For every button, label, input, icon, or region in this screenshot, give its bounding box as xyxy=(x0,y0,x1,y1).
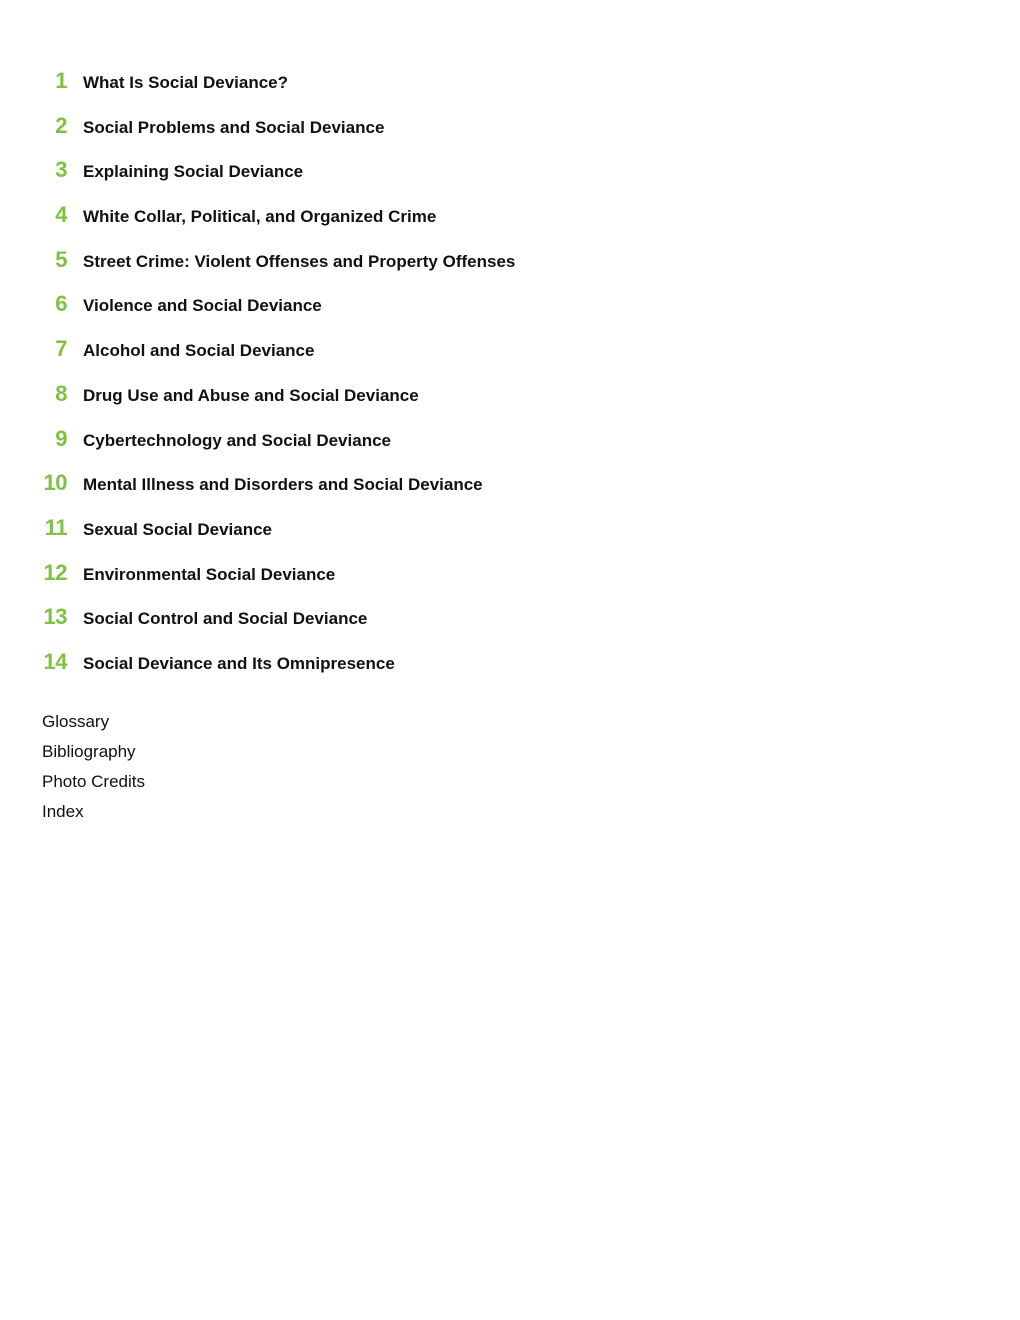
chapter-title[interactable]: Explaining Social Deviance xyxy=(83,162,304,182)
chapter-entry[interactable] xyxy=(0,66,1020,111)
chapter-number: 14 xyxy=(43,648,67,674)
chapter-entry[interactable] xyxy=(0,602,1020,647)
chapter-entry[interactable] xyxy=(0,200,1020,245)
back-matter-list xyxy=(42,707,145,827)
chapter-title[interactable]: Cybertechnology and Social Deviance xyxy=(83,430,391,450)
chapter-title[interactable]: White Collar, Political, and Organized Crime xyxy=(83,207,437,227)
chapter-entry[interactable] xyxy=(0,647,1020,692)
chapter-number: 8 xyxy=(55,380,67,406)
chapter-number: 6 xyxy=(55,291,67,317)
chapter-number: 1 xyxy=(55,68,67,93)
chapter-number: 13 xyxy=(43,604,67,630)
chapter-entry[interactable] xyxy=(0,245,1020,290)
chapter-number: 10 xyxy=(43,470,67,496)
chapter-title[interactable]: What Is Social Deviance? xyxy=(83,73,289,92)
chapter-number: 12 xyxy=(43,559,67,585)
chapter-title[interactable]: Drug Use and Abuse and Social Deviance xyxy=(83,385,419,405)
chapter-entry[interactable] xyxy=(0,334,1020,379)
chapter-title[interactable]: Violence and Social Deviance xyxy=(83,296,322,316)
chapter-entry[interactable] xyxy=(0,111,1020,156)
chapter-title[interactable]: Social Control and Social Deviance xyxy=(83,609,368,629)
chapter-title[interactable]: Alcohol and Social Deviance xyxy=(83,341,315,361)
chapter-entry[interactable] xyxy=(0,379,1020,424)
chapter-entry[interactable] xyxy=(0,155,1020,200)
chapter-number: 11 xyxy=(44,514,67,540)
chapter-title[interactable]: Street Crime: Violent Offenses and Property Offenses xyxy=(83,251,516,271)
chapter-number: 4 xyxy=(55,202,67,228)
chapter-title[interactable]: Sexual Social Deviance xyxy=(83,519,272,539)
chapter-entry[interactable] xyxy=(0,289,1020,334)
chapter-title[interactable]: Environmental Social Deviance xyxy=(83,564,336,584)
chapter-entry[interactable] xyxy=(0,558,1020,603)
back-matter-photo-credits[interactable]: Photo Credits xyxy=(42,772,145,791)
back-matter-index[interactable]: Index xyxy=(42,802,84,821)
chapter-title[interactable]: Social Deviance and Its Omnipresence xyxy=(83,653,395,673)
chapter-number: 9 xyxy=(55,425,67,451)
chapter-number: 3 xyxy=(55,157,67,183)
back-matter-bibliography[interactable]: Bibliography xyxy=(42,742,136,761)
chapter-entry[interactable] xyxy=(0,468,1020,513)
chapter-number: 2 xyxy=(55,112,67,138)
chapter-entry[interactable] xyxy=(0,513,1020,558)
back-matter-glossary[interactable]: Glossary xyxy=(42,712,110,731)
chapter-number: 7 xyxy=(55,336,67,362)
table-of-contents xyxy=(0,66,1020,692)
chapter-title[interactable]: Mental Illness and Disorders and Social Deviance xyxy=(83,475,483,495)
chapter-entry[interactable] xyxy=(0,424,1020,469)
chapter-number: 5 xyxy=(55,246,67,272)
chapter-title[interactable]: Social Problems and Social Deviance xyxy=(83,117,385,137)
